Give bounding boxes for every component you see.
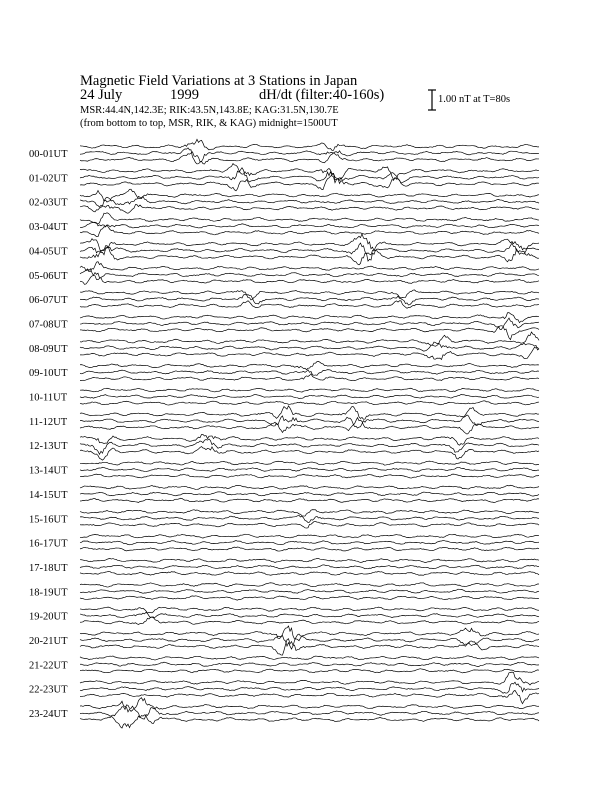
trace-kag: [80, 213, 539, 224]
trace-rik: [80, 148, 539, 164]
trace-kag: [80, 332, 539, 346]
row-label: 01-02UT: [29, 173, 68, 185]
row-label: 00-01UT: [29, 149, 68, 160]
trace-rik: [80, 612, 539, 618]
trace-msr: [80, 690, 539, 703]
trace-rik: [80, 415, 539, 428]
chart-date: 24 July: [80, 87, 123, 103]
row-label: 04-05UT: [29, 246, 68, 258]
scale-label: 1.00 nT at T=80s: [438, 94, 511, 105]
trace-msr: [80, 547, 539, 551]
row-label: 02-03UT: [29, 197, 68, 209]
trace-rik: [80, 295, 539, 305]
trace-msr: [80, 246, 539, 265]
trace-msr: [80, 669, 539, 673]
trace-rik: [80, 467, 539, 471]
trace-msr: [80, 401, 539, 405]
trace-msr: [80, 498, 539, 502]
row-label: 09-10UT: [29, 368, 68, 380]
trace-kag: [80, 262, 539, 272]
trace-msr: [80, 474, 539, 478]
trace-msr: [80, 571, 539, 575]
row-label: 14-15UT: [29, 489, 68, 501]
row-label: 07-08UT: [29, 319, 68, 331]
trace-rik: [80, 318, 539, 329]
row-label: 03-04UT: [29, 222, 68, 234]
trace-rik: [80, 682, 539, 693]
trace-msr: [80, 205, 539, 214]
chart-year: 1999: [170, 87, 199, 103]
trace-kag: [80, 234, 539, 255]
trace-msr: [80, 596, 539, 600]
row-label: 22-23UT: [29, 684, 68, 696]
row-label: 12-13UT: [29, 441, 68, 453]
row-label: 10-11UT: [29, 392, 68, 404]
trace-rik: [80, 370, 539, 376]
trace-kag: [80, 626, 539, 641]
trace-rik: [80, 492, 539, 496]
row-label: 11-12UT: [29, 416, 68, 428]
row-label: 16-17UT: [29, 538, 68, 550]
row-label: 20-21UT: [29, 636, 68, 647]
chart-title: Magnetic Field Variations at 3 Stations in Japan: [80, 73, 358, 89]
row-label: 21-22UT: [29, 660, 68, 672]
trace-msr: [80, 326, 539, 340]
row-label: 17-18UT: [29, 562, 68, 574]
station-coordinates: MSR:44.4N,142.3E; RIK:43.5N,143.8E; KAG:31.5N,130.7E: [80, 105, 339, 116]
trace-rik: [80, 196, 539, 207]
row-label: 19-20UT: [29, 611, 68, 623]
row-label: 23-24UT: [29, 709, 68, 721]
trace-rik: [80, 662, 539, 666]
trace-rik: [80, 394, 539, 398]
trace-kag: [80, 361, 539, 369]
trace-msr: [80, 639, 539, 655]
trace-msr: [80, 447, 539, 461]
chart-filter: dH/dt (filter:40-160s): [259, 87, 385, 103]
row-label: 13-14UT: [29, 465, 68, 477]
trace-kag: [80, 583, 539, 587]
trace-kag: [80, 313, 539, 323]
trace-rik: [80, 342, 539, 351]
row-label: 08-09UT: [29, 343, 68, 355]
trace-rik: [80, 515, 539, 522]
trace-kag: [80, 406, 539, 419]
trace-kag: [80, 189, 539, 202]
trace-kag: [80, 461, 539, 465]
station-order-note: (from bottom to top, MSR, RIK, & KAG) midnight=1500UT: [80, 118, 338, 129]
trace-msr: [80, 347, 539, 359]
row-label: 15-16UT: [29, 514, 68, 526]
trace-msr: [80, 715, 539, 728]
trace-kag: [80, 607, 539, 613]
trace-rik: [80, 222, 539, 228]
trace-kag: [80, 388, 539, 392]
trace-msr: [80, 374, 539, 381]
row-label: 05-06UT: [29, 270, 68, 282]
trace-rik: [80, 565, 539, 569]
trace-kag: [80, 698, 539, 712]
trace-msr: [80, 617, 539, 625]
trace-kag: [80, 510, 539, 516]
trace-rik: [80, 705, 539, 719]
trace-rik: [80, 439, 539, 454]
trace-kag: [80, 558, 539, 562]
trace-rik: [80, 168, 539, 183]
trace-rik: [80, 269, 539, 280]
trace-kag: [80, 534, 539, 538]
trace-rik: [80, 541, 539, 545]
trace-kag: [80, 485, 539, 489]
trace-rik: [80, 589, 539, 593]
row-label: 18-19UT: [29, 587, 68, 599]
trace-kag: [80, 656, 539, 660]
trace-kag: [80, 139, 539, 150]
row-label: 06-07UT: [29, 295, 68, 307]
trace-kag: [80, 672, 539, 685]
trace-msr: [80, 301, 539, 309]
